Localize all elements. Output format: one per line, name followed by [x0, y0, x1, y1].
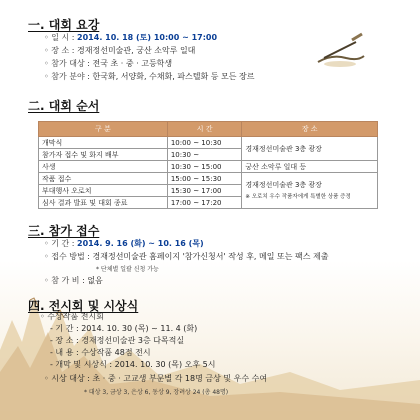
schedule-header-time: 시 간 — [167, 122, 242, 137]
schedule-time: 17:00 ~ 17:20 — [167, 197, 242, 209]
section-title-reception: 三. 참가 접수 — [28, 224, 100, 238]
reception-method-value: 경재정선미술관 홈페이지 '참가신청서' 작성 후, 메일 또는 팩스 제출 — [92, 252, 329, 261]
reception-method-note: * 단체별 일괄 신청 가능 — [96, 266, 159, 273]
overview-date-value: 2014. 10. 18 (토) 10:00 ~ 17:00 — [77, 33, 218, 42]
schedule-time: 10:30 ~ — [167, 149, 242, 161]
overview-target-value: 전국 초 · 중 · 고등학생 — [92, 59, 173, 68]
overview-field-value: 한국화, 서양화, 수채화, 파스텔화 등 모든 장르 — [92, 72, 255, 81]
reception-period-value: 2014. 9. 16 (화) ~ 10. 16 (목) — [77, 239, 204, 248]
schedule-place: 경재정선미술관 3층 광장 — [242, 137, 378, 161]
schedule-item: 참가자 접수 및 화지 배부 — [39, 149, 168, 161]
table-row — [39, 161, 378, 173]
schedule-time: 15:00 ~ 15:30 — [167, 173, 242, 185]
schedule-place: 경재정선미술관 3층 광장 — [245, 180, 322, 189]
reception-fee-row — [44, 276, 103, 286]
schedule-time: 10:30 ~ 15:00 — [167, 161, 242, 173]
reception-method-row — [44, 252, 328, 262]
overview-date-label: ◦ 일 시 : — [44, 33, 75, 42]
section-title-exhibition: 四. 전시회 및 시상식 — [28, 299, 139, 313]
schedule-header-item: 구 분 — [39, 122, 168, 137]
ink-brush-illustration — [312, 28, 368, 70]
overview-target-label: ◦ 참가 대상 : — [44, 59, 90, 68]
exhibition-award: ◦ 시상 대상 : 초 · 중 · 고교생 부문별 각 18명 금상 및 우수 수여 — [44, 374, 268, 383]
overview-place-value: 경재정선미술관, 궁산 소악루 일대 — [77, 46, 196, 55]
schedule-item: 개막식 — [39, 137, 168, 149]
exhibition-ceremony: - 개막 및 시상식 : 2014. 10. 30 (목) 오후 5시 — [50, 360, 216, 369]
exhibition-place: - 장 소 : 경재정선미술관 3층 다목적실 — [50, 336, 185, 345]
schedule-item: 부대행사 오로치 — [39, 185, 168, 197]
exhibition-award-note: * 대상 3, 금상 3, 은상 6, 동상 9, 장려상 24 (총 48명) — [84, 389, 229, 396]
schedule-item: 작품 접수 — [39, 173, 168, 185]
schedule-item: 심사 결과 발표 및 대회 종료 — [39, 197, 168, 209]
section-title-overview: 一. 대회 요강 — [28, 18, 100, 32]
exhibition-content: - 내 용 : 수상작품 48점 전시 — [50, 348, 151, 357]
table-row — [39, 137, 378, 149]
overview-field-row — [44, 72, 255, 82]
reception-method-label: ◦ 접수 방법 : — [44, 252, 90, 261]
table-row — [39, 173, 378, 185]
schedule-table — [38, 121, 378, 209]
overview-target-row — [44, 59, 172, 69]
overview-place-row — [44, 46, 195, 56]
schedule-header-place: 장 소 — [242, 122, 378, 137]
exhibition-period: - 기 간 : 2014. 10. 30 (목) ~ 11. 4 (화) — [50, 324, 198, 333]
schedule-header-row — [39, 122, 378, 137]
schedule-time: 15:30 ~ 17:00 — [167, 185, 242, 197]
reception-fee-value: 없음 — [87, 276, 103, 285]
reception-period-row — [44, 239, 204, 249]
exhibition-sub: ◦ 수상작품 전시회 — [40, 312, 104, 321]
section-title-schedule: 二. 대회 순서 — [28, 99, 100, 113]
schedule-place-note: ※ 오로치 우수 작품자에게 특별한 상품 증정 — [245, 193, 351, 200]
reception-fee-label: ◦ 참 가 비 : — [44, 276, 85, 285]
schedule-place-cell — [242, 173, 378, 209]
schedule-item: 사생 — [39, 161, 168, 173]
overview-place-label: ◦ 장 소 : — [44, 46, 75, 55]
overview-field-label: ◦ 참가 분야 : — [44, 72, 90, 81]
schedule-place: 궁산 소악루 일대 등 — [242, 161, 378, 173]
schedule-time: 10:00 ~ 10:30 — [167, 137, 242, 149]
reception-period-label: ◦ 기 간 : — [44, 239, 75, 248]
overview-date-row — [44, 33, 217, 43]
